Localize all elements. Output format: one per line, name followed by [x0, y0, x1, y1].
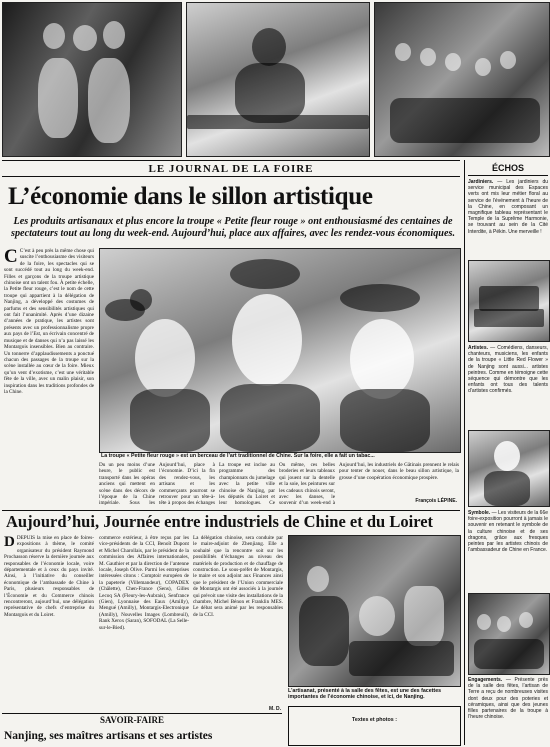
echo-text: — Les jardiniers du service municipal des Espaces verts ont mis leur métier floral au service de l’événement à l’heure de la Chine, en composant un magnifique tableau représentant le Temple de la Suprême Harmonie, se trouvant au sein de la Cité Interdite, à Pékin. Une merveille ! [468, 179, 548, 235]
drop-cap: D [4, 535, 15, 550]
echo-lead: Jardiniers. [468, 179, 494, 185]
second-column-2: commerce extérieur, à être reçus par les vice-présidents de la CCI, Benoît Dupont et Michel Charollais, par le président de la commission des Affaires internationales, M. Gauthier et par la direction de l’antenne locale, Joseph Olive. Parmi les entreprises intéressées citons : Comptoir européen de la papeterie (Villemandeur), COPADEX (Châlette), Chen-France (Sens), Gilles Lecoq SA (Fleury-les-Aubrais), Senfrance (Gien), Lyonnaise des Eaux (Amilly), Mengué (Amilly), Montargis-Electronique (Amilly), Nouvelles Images (Lombreuil), Rank Xerox (Saran), SOFODAL (La Selle-sur-le-Bied). [99, 535, 189, 631]
echo-text: — Les visiteurs de la 66e foire-exposition pourront à jamais le souvenir en retenant le symbole de la culture chinoise et de ses dragons, grâce aux fresques peintes par les artistes chinois de l’ambassadeur de Chine en France. [468, 510, 548, 554]
echo-photo-crowd [468, 593, 550, 675]
echo-photo-painter [468, 430, 550, 507]
echo-item [468, 510, 548, 590]
second-column-3: La délégation chinoise, sera conduite par le maire-adjoint de Zhenjiang. Elle a souhaité que la rencontre soit sur les possibilités d’échanges au niveau des matériels de production et de chauffage de construction. Le sous-préfet de Montargis, le maire et son adjoint aux Finances ainsi que le président de l’Union commerciale de Montargis ont été associés à la journée qui prévoit une visite des installations de la chambre, Michel Bénon et Franklin MES. Le débat sera animé par les responsables de la CCI. [193, 535, 283, 618]
main-column-1 [4, 248, 94, 503]
top-photo-audience [374, 2, 550, 157]
echo-item [468, 179, 548, 257]
second-photo-caption: L’artisanat, présenté à la salle des fêtes, est une des facettes importantes de l’économie chinoise, et ici, de Nanjing. [288, 688, 442, 701]
main-column-4: La troupe est inclue au programme des championnats du jumelage avec la petite ville chinoise de Nanjing, par les députés du Loiret et leur homologues. Ce [219, 462, 275, 506]
main-column-5: Ou même, ces belles broderies et leurs tableaux qui jouent sur la dentelle et la soie, les peintures sur les cadeaux chinois seront, avec les danses, le souvenir d’un week-end à [279, 462, 335, 506]
main-signature: François LÉPINE. [415, 498, 457, 504]
echo-photo-temple [468, 260, 550, 342]
main-column-1-text: C’est à peu près la même chose qui suscite l’enthousiasme des visiteurs de la foire, les spectacles qui se sont succédé tout au long du week-end. Filles et garçons de la troupe artistique chinoise ont un talent fou. À petite échelle, la Petite fleur rouge, c’est le nom de cette troupe qui appartient à la délégation de Nanjing, a développé des costumes de parfums et des sensibilités artistiques qui ont fait l’unanimité. Après d’une dizaine d’années de pratique, les artistes sont présents avec un professionnalisme propre aux pays de l’Est, un écrivain concentré de musique et de danses qui n’a pas laissé les Montargois insensibles. Bien au contraire. Un tonnerre d’applaudissements a ponctué chacun des passages de la troupe sur la scène installée au cœur de la foire. Mieux qu’un vent d’exotisme, c’est une véritable fête de la ville, avec un malin plaisir, son inspiration dans les traditions profondes de la Chine. [4, 248, 94, 395]
section-kicker: LE JOURNAL DE LA FOIRE [148, 163, 314, 175]
echo-lead: Artistes. [468, 345, 489, 351]
echo-lead: Engagements. [468, 677, 503, 683]
second-headline: Aujourd’hui, Journée entre industriels de Chine et du Loiret [6, 512, 434, 531]
second-photo-artisanat [288, 535, 461, 687]
drop-cap: C [4, 248, 18, 267]
main-column-6: Aujourd’hui, les industriels de Gâtinais prennent le relais pour tenter de nouer, dans le beau sillon artistique, la grosse d’une coopération économique prospère. [339, 462, 459, 481]
top-photo-musician [186, 2, 370, 157]
echo-text: — Présente près de la salle des fêtes, l’artisan de Terre a reçu de nombreuses visites dont deux pour des poteries et céramiques, ainsi que des jeunes filles partenaires de la troupe à l’heure chinoise. [468, 677, 548, 721]
main-deck: Les produits artisanaux et plus encore la troupe « Petite fleur rouge » ont enthousiasmé des centaines de spectateurs tout au long du week-end. Aujourd’hui, place aux affaires, avec les rendez-vous économiques. [10, 216, 455, 239]
echo-item [468, 677, 548, 745]
second-signature: M. D. [269, 706, 281, 712]
main-headline: L’économie dans le sillon artistique [8, 183, 373, 210]
third-kicker: SAVOIR-FAIRE [100, 715, 164, 725]
main-photo-troupe [99, 248, 461, 453]
echo-lead: Symbole. [468, 510, 491, 516]
third-headline: Nanjing, ses maîtres artisans et ses artistes [4, 730, 213, 742]
main-column-2: Du un peu moins d’une heure, le public est transporté dans les opéras anciens qui mettent en scène dans des décors de l’époque de la Chine impériale. Sous les [99, 462, 155, 506]
echo-item [468, 345, 548, 427]
credits-box [288, 706, 461, 746]
credits-label: Textes et photos : [352, 717, 397, 723]
top-photo-dancers [2, 2, 182, 157]
main-photo-caption: La troupe « Petite fleur rouge » est un berceau de l’art traditionnel de Chine. Sur la foire, elle a fait un tabac... [101, 453, 375, 459]
echo-text: — Comédiens, danseurs, chanteurs, musiciens, les enfants de la troupe « Little Red Flower » de Nanjing sont aussi... artistes peintres. Comme en témoigne cette séquence qui démontre que les enfants ont tous des talents d’artistes confirmés. [468, 345, 548, 395]
echos-title: ÉCHOS [491, 163, 524, 173]
main-column-3: Aujourd’hui, place à l’économie. D’ici la fin des rendez-vous, les artisans et les commerçants pourront se retrouver pour un tête-à-tête à propos des échanges [159, 462, 215, 506]
second-column-1 [4, 535, 94, 710]
second-column-1-text: DEPUIS la mise en place de foires-expositions à thème, le comité organisateur du président Raymond Prochasson réserve la dernière journée aux responsables de l’économie locale, voire départementale et à ceux du pays invité. Ainsi, à l’initiative du conseiller économique de l’ambassade de Chine à Paris, plusieurs responsables de l’Économie et du Commerce chinois rencontreront, aujourd’hui, une délégation représentative de chefs d’entreprise du Montargois et du Loiret. [4, 535, 94, 618]
